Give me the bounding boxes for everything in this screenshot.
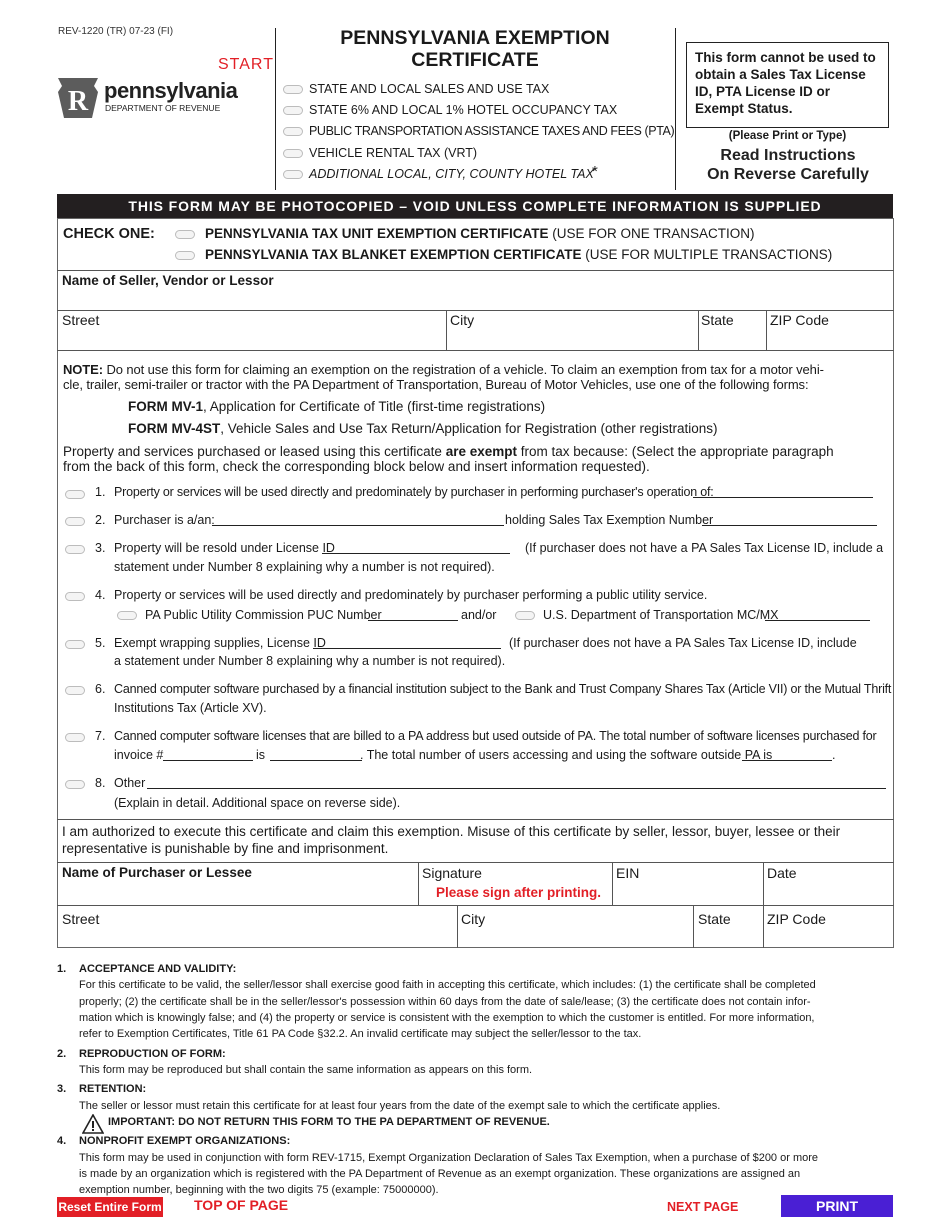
item-4-dot-checkbox[interactable] xyxy=(515,611,535,620)
seller-name-label: Name of Seller, Vendor or Lessor xyxy=(62,273,274,288)
asterisk: * xyxy=(592,163,598,180)
date-label: Date xyxy=(767,865,797,881)
tax-option-pta-label: PUBLIC TRANSPORTATION ASSISTANCE TAXES AND FEES (PTA) xyxy=(309,124,675,138)
item-2-exemption-number-field[interactable] xyxy=(702,525,877,526)
item-5-text-b: (If purchaser does not have a PA Sales Tax License ID, include xyxy=(509,636,857,650)
item-2-number: 2. xyxy=(95,513,106,527)
logo-letter: R xyxy=(67,86,89,117)
purchaser-zip-label: ZIP Code xyxy=(767,911,826,927)
top-of-page-button[interactable]: TOP OF PAGE xyxy=(194,1197,289,1213)
item-1-operation-field[interactable] xyxy=(693,497,873,498)
item-7-licenses-field[interactable] xyxy=(270,760,362,761)
form-mv1: FORM MV-1, Application for Certificate of Title (first-time registrations) xyxy=(128,399,546,414)
item-5-checkbox[interactable] xyxy=(65,640,85,649)
item-4-checkbox[interactable] xyxy=(65,592,85,601)
instruction-3-heading: RETENTION: xyxy=(79,1083,147,1095)
item-3-number: 3. xyxy=(95,541,106,555)
item-8-checkbox[interactable] xyxy=(65,780,85,789)
photocopy-banner: THIS FORM MAY BE PHOTOCOPIED – VOID UNLESS COMPLETE INFORMATION IS SUPPLIED xyxy=(57,194,893,218)
tax-option-pta-checkbox[interactable] xyxy=(283,127,303,136)
item-7-users-field[interactable] xyxy=(742,760,832,761)
item-6-text: Canned computer software purchased by a financial institution subject to the Bank and Trust Company Shares Tax (Article VII) or the Mutual Thrift xyxy=(114,682,892,696)
exempt-reason-intro: Property and services purchased or leased using this certificate are exempt from tax because: (Select the appropriate paragraph xyxy=(63,444,834,459)
instruction-2-heading: REPRODUCTION OF FORM: xyxy=(79,1048,226,1060)
item-4-puc-checkbox[interactable] xyxy=(117,611,137,620)
authorized-line-1: I am authorized to execute this certificate and claim this exemption. Misuse of this certificate by seller, lessor, buyer, lessee or their xyxy=(62,824,841,839)
form-code: REV-1220 (TR) 07-23 (FI) xyxy=(58,26,174,37)
seller-street-label: Street xyxy=(62,312,100,328)
item-7-users-text: . The total number of users accessing and using the software outside PA is xyxy=(360,748,773,762)
item-3-text-b: (If purchaser does not have a PA Sales Tax License ID, include a xyxy=(525,541,884,555)
tax-option-local-hotel-checkbox[interactable] xyxy=(283,170,303,179)
print-button[interactable]: PRINT xyxy=(781,1195,893,1217)
instruction-4-number: 4. xyxy=(57,1135,67,1147)
instruction-1-heading: ACCEPTANCE AND VALIDITY: xyxy=(79,963,237,975)
instruction-4-line-2: is made by an organization which is registered with the PA Department of Revenue as an exempt organization. These organizations are assigned an xyxy=(79,1168,801,1180)
sign-after-printing-note: Please sign after printing. xyxy=(436,885,602,900)
item-7-is: is xyxy=(256,748,266,762)
item-7-checkbox[interactable] xyxy=(65,733,85,742)
instruction-2-line-1: This form may be reproduced but shall contain the same information as appears on this form. xyxy=(79,1064,533,1076)
unit-certificate-checkbox[interactable] xyxy=(175,230,195,239)
logo-name: pennsylvania xyxy=(104,78,238,103)
item-5-text-c: a statement under Number 8 explaining why a number is not required). xyxy=(114,654,506,668)
warning-box: This form cannot be used to obtain a Sales Tax License ID, PTA License ID or Exempt Status. xyxy=(686,42,889,128)
item-6-number: 6. xyxy=(95,682,106,696)
item-8-text-b: (Explain in detail. Additional space on reverse side). xyxy=(114,796,401,810)
purchaser-name-input[interactable] xyxy=(62,884,414,902)
instruction-1-line-3: mation which is knowingly false; and (4) the property or service is consistent with the exemption to which the customer is entitled. For more information, xyxy=(79,1012,815,1024)
instruction-2-number: 2. xyxy=(57,1048,67,1060)
item-5-number: 5. xyxy=(95,636,106,650)
start-label[interactable]: START xyxy=(218,56,274,73)
logo-subtitle: DEPARTMENT OF REVENUE xyxy=(105,103,221,113)
warning-icon xyxy=(82,1114,104,1134)
purchaser-zip-input[interactable] xyxy=(767,928,889,946)
purchaser-city-label: City xyxy=(461,911,486,927)
item-3-checkbox[interactable] xyxy=(65,545,85,554)
instruction-4-heading: NONPROFIT EXEMPT ORGANIZATIONS: xyxy=(79,1135,291,1147)
item-4-puc-field[interactable] xyxy=(368,620,458,621)
seller-city-label: City xyxy=(450,312,475,328)
purchaser-city-input[interactable] xyxy=(461,928,689,946)
item-5-text: Exempt wrapping supplies, License ID xyxy=(114,636,326,650)
seller-name-input[interactable] xyxy=(62,291,888,309)
item-8-text: Other xyxy=(114,776,146,790)
signature-label: Signature xyxy=(422,865,482,881)
item-7-period: . xyxy=(832,748,836,762)
item-2-text-b: holding Sales Tax Exemption Number xyxy=(505,513,714,527)
item-2-purchaser-type-field[interactable] xyxy=(212,525,504,526)
item-4-dot-label: U.S. Department of Transportation MC/MX xyxy=(543,608,779,622)
instruction-1-number: 1. xyxy=(57,963,67,975)
item-8-other-field[interactable] xyxy=(147,788,886,789)
tax-option-vrt-label: VEHICLE RENTAL TAX (VRT) xyxy=(309,146,478,160)
item-4-text: Property or services will be used directly and predominately by purchaser performing a public utility service. xyxy=(114,588,708,602)
item-5-license-field[interactable] xyxy=(313,648,501,649)
reset-form-button[interactable]: Reset Entire Form xyxy=(57,1197,163,1217)
item-1-checkbox[interactable] xyxy=(65,490,85,499)
seller-city-input[interactable] xyxy=(450,330,694,348)
tax-option-local-hotel-label: ADDITIONAL LOCAL, CITY, COUNTY HOTEL TAX xyxy=(309,167,594,181)
instruction-3-number: 3. xyxy=(57,1083,67,1095)
form-title: PENNSYLVANIA EXEMPTION CERTIFICATE xyxy=(340,27,610,71)
item-1-text: Property or services will be used directly and predominately by purchaser in performing purchaser's operation of: xyxy=(114,485,714,499)
purchaser-street-label: Street xyxy=(62,911,100,927)
purchaser-street-input[interactable] xyxy=(62,928,452,946)
seller-zip-input[interactable] xyxy=(770,330,890,348)
item-4-number: 4. xyxy=(95,588,106,602)
seller-state-input[interactable] xyxy=(701,330,763,348)
exempt-reason-intro-2: from the back of this form, check the corresponding block below and insert information requested). xyxy=(63,459,650,474)
item-7-invoice-label: invoice # xyxy=(114,748,164,762)
purchaser-name-label: Name of Purchaser or Lessee xyxy=(62,865,252,880)
date-input[interactable] xyxy=(767,884,889,902)
important-note: IMPORTANT: DO NOT RETURN THIS FORM TO THE PA DEPARTMENT OF REVENUE. xyxy=(108,1116,550,1128)
item-1-number: 1. xyxy=(95,485,106,499)
tax-option-hotel-label: STATE 6% AND LOCAL 1% HOTEL OCCUPANCY TAX xyxy=(309,103,618,117)
item-6-checkbox[interactable] xyxy=(65,686,85,695)
item-4-andor: and/or xyxy=(461,608,497,622)
instruction-4-line-1: This form may be used in conjunction with form REV-1715, Exempt Organization Declaration of Sales Tax Exemption, when a purchase of $200 or more xyxy=(79,1152,819,1164)
item-7-text: Canned computer software licenses that are billed to a PA address but used outside of PA. The total number of software licenses purchased for xyxy=(114,729,877,743)
note-line-1: NOTE: Do not use this form for claiming an exemption on the registration of a vehicle. To claim an exemption from tax for a motor vehi- xyxy=(63,362,824,377)
item-7-invoice-field[interactable] xyxy=(163,760,253,761)
unit-certificate-label: PENNSYLVANIA TAX UNIT EXEMPTION CERTIFICATE (USE FOR ONE TRANSACTION) xyxy=(205,226,755,241)
keystone-logo-icon xyxy=(54,76,102,120)
tax-option-hotel-checkbox[interactable] xyxy=(283,106,303,115)
purchaser-state-input[interactable] xyxy=(698,928,760,946)
item-7-number: 7. xyxy=(95,729,106,743)
check-one-label: CHECK ONE: xyxy=(63,226,155,242)
instruction-1-line-1: For this certificate to be valid, the seller/lessor shall exercise good faith in accepting this certificate, which includes: (1) the certificate shall be completed xyxy=(79,979,816,991)
print-type-note: (Please Print or Type) xyxy=(728,130,847,142)
seller-zip-label: ZIP Code xyxy=(770,312,829,328)
item-3-license-field[interactable] xyxy=(322,553,510,554)
read-instructions: Read Instructions On Reverse Carefully xyxy=(707,147,869,183)
seller-state-label: State xyxy=(701,312,734,328)
tax-option-sales-checkbox[interactable] xyxy=(283,85,303,94)
authorized-line-2: representative is punishable by fine and imprisonment. xyxy=(62,841,389,856)
blanket-certificate-checkbox[interactable] xyxy=(175,251,195,260)
ein-label: EIN xyxy=(616,865,640,881)
form-mv4st: FORM MV-4ST, Vehicle Sales and Use Tax Return/Application for Registration (other registrations) xyxy=(128,421,718,436)
blanket-certificate-label: PENNSYLVANIA TAX BLANKET EXEMPTION CERTIFICATE (USE FOR MULTIPLE TRANSACTIONS) xyxy=(205,247,833,262)
item-2-text: Purchaser is a/an: xyxy=(114,513,215,527)
purchaser-state-label: State xyxy=(698,911,731,927)
instruction-1-line-4: refer to Exemption Certificates, Title 61 PA Code §32.2. An invalid certificate may subject the seller/lessor to the tax. xyxy=(79,1028,642,1040)
next-page-button[interactable]: NEXT PAGE xyxy=(667,1200,739,1214)
note-line-2: cle, trailer, semi-trailer or tractor with the PA Department of Transportation, Bureau of Motor Vehicles, use one of the following forms: xyxy=(63,377,809,392)
item-4-puc-label: PA Public Utility Commission PUC Number xyxy=(145,608,382,622)
seller-street-input[interactable] xyxy=(62,330,442,348)
instruction-3-line-1: The seller or lessor must retain this certificate for at least four years from the date of the exempt sale to which the certificate applies. xyxy=(79,1100,721,1112)
ein-input[interactable] xyxy=(616,884,760,902)
item-8-number: 8. xyxy=(95,776,106,790)
item-3-text: Property will be resold under License ID xyxy=(114,541,335,555)
item-2-checkbox[interactable] xyxy=(65,517,85,526)
instruction-1-line-2: properly; (2) the certificate shall be in the seller/lessor's possession within 60 days from the date of sale/lease; (3) the certificate does not contain infor- xyxy=(79,996,811,1008)
item-3-text-c: statement under Number 8 explaining why a number is not required). xyxy=(114,560,495,574)
item-4-dot-field[interactable] xyxy=(765,620,870,621)
tax-option-sales-label: STATE AND LOCAL SALES AND USE TAX xyxy=(309,82,550,96)
instruction-4-line-3: exemption number, beginning with the two digits 75 (example: 75000000). xyxy=(79,1184,439,1196)
tax-option-vrt-checkbox[interactable] xyxy=(283,149,303,158)
item-6-text-b: Institutions Tax (Article XV). xyxy=(114,701,267,715)
